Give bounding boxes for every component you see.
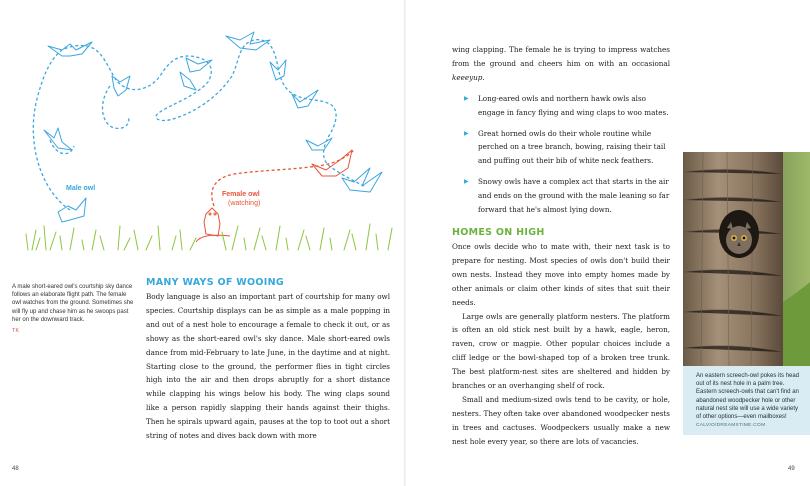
- screech-owl-photo: [683, 152, 810, 366]
- page-number-left: 48: [12, 466, 19, 472]
- right-text-column: [452, 43, 670, 449]
- list-item: ▶ Great horned owls do their whole routine while perched on a tree branch, bowing, raising their tail and puffing out their bib of white neck feathers.: [464, 128, 666, 166]
- sky-dance-illustration: [0, 0, 405, 265]
- continued-end: .: [482, 72, 485, 82]
- illustration-caption: [12, 283, 134, 335]
- body-paragraph: Body language is also an important part of courtship for many owl species. Courtship displays can be as simple as a male popping in and out of a nest hole to encourage a female to check it out, or as showy as the short-eared owl's sky dance. Male short-eared owls dance from mid-February to late June, in the daytime and at night. Starting close to the ground, the performer flies in tight circles high into the air and then drops abruptly for a short distance while clapping his wings below his body. The wing claps sound like a person rapidly slapping their hands against their thighs. Then he spirals upward again, pauses at the top to toot out a short string of notes and dives back down with more: [146, 292, 390, 441]
- list-item: ▶ Snowy owls have a complex act that starts in the air and ends on the ground with the male leaning so far forward that he's almost lying down.: [464, 177, 670, 215]
- triangle-bullet-icon: ▶: [464, 94, 469, 102]
- section-heading-homes: HOMES ON HIGH: [452, 226, 545, 238]
- photo-caption: [683, 366, 810, 435]
- caption-text: A male short-eared owl's courtship sky dance follows an elaborate flight path. The female owl watches from the ground. Sometimes she will fly up and chase him as he swoops past her on the downward track.: [12, 284, 134, 323]
- flying-owl-icon: [44, 32, 382, 222]
- photo-caption-text: An eastern screech-owl pokes its head out of its nest hole in a palm tree. Eastern screech-owls that can't find an abandoned woodpecker hole or other natural nest site will use a wide variety of other options—even mailboxes!: [696, 373, 800, 421]
- body-paragraph: Small and medium-sized owls tend to be cavity, or hole, nesters. They often take over abandoned woodpecker nests in trees and cactuses. Woodpeckers usually make a new nest hole every year, so there are lots of vacancies.: [452, 394, 670, 446]
- female-owl-label: Female owl: [222, 191, 260, 198]
- page-number-right: 49: [788, 466, 795, 472]
- male-owl-label: Male owl: [66, 185, 96, 192]
- triangle-bullet-icon: ▶: [464, 129, 469, 137]
- bullet-list: [452, 92, 670, 217]
- photo-credit: CALVIO/DREAMSTIME.COM: [696, 423, 766, 429]
- perched-owl-icon: [196, 208, 230, 242]
- list-item: ▶ Long-eared owls and northern hawk owls also engage in fancy flying and wing claps to woo mates.: [464, 93, 669, 117]
- left-text-column: [146, 277, 390, 443]
- triangle-bullet-icon: ▶: [464, 178, 469, 186]
- call-word: keeeyup: [452, 72, 483, 82]
- grass: [26, 224, 392, 250]
- palm-tree-image: [683, 152, 810, 366]
- continued-paragraph: [452, 43, 670, 85]
- female-owl-sublabel: (watching): [228, 200, 261, 207]
- section-heading-wooing: MANY WAYS OF WOOING: [146, 277, 284, 288]
- caption-credit: TK: [12, 328, 20, 335]
- continued-text: wing clapping. The female he is trying to impress watches from the ground and cheers him on with an occasional: [452, 45, 670, 68]
- body-paragraph: Once owls decide who to mate with, their next task is to prepare for nesting. Most species of owls don't build their own nests. Instead they move into empty homes made by other animals or claim other kinds of sites that suit their needs.: [452, 241, 670, 307]
- body-paragraph: Large owls are generally platform nesters. The platform is often an old stick nest built by a hawk, eagle, heron, raven, crow or magpie. Other popular choices include a cliff ledge or the bowl-shaped top of a broken tree trunk. The best platform-nest sites are sheltered and hidden by branches or an overhanging shelf of rock.: [452, 311, 670, 391]
